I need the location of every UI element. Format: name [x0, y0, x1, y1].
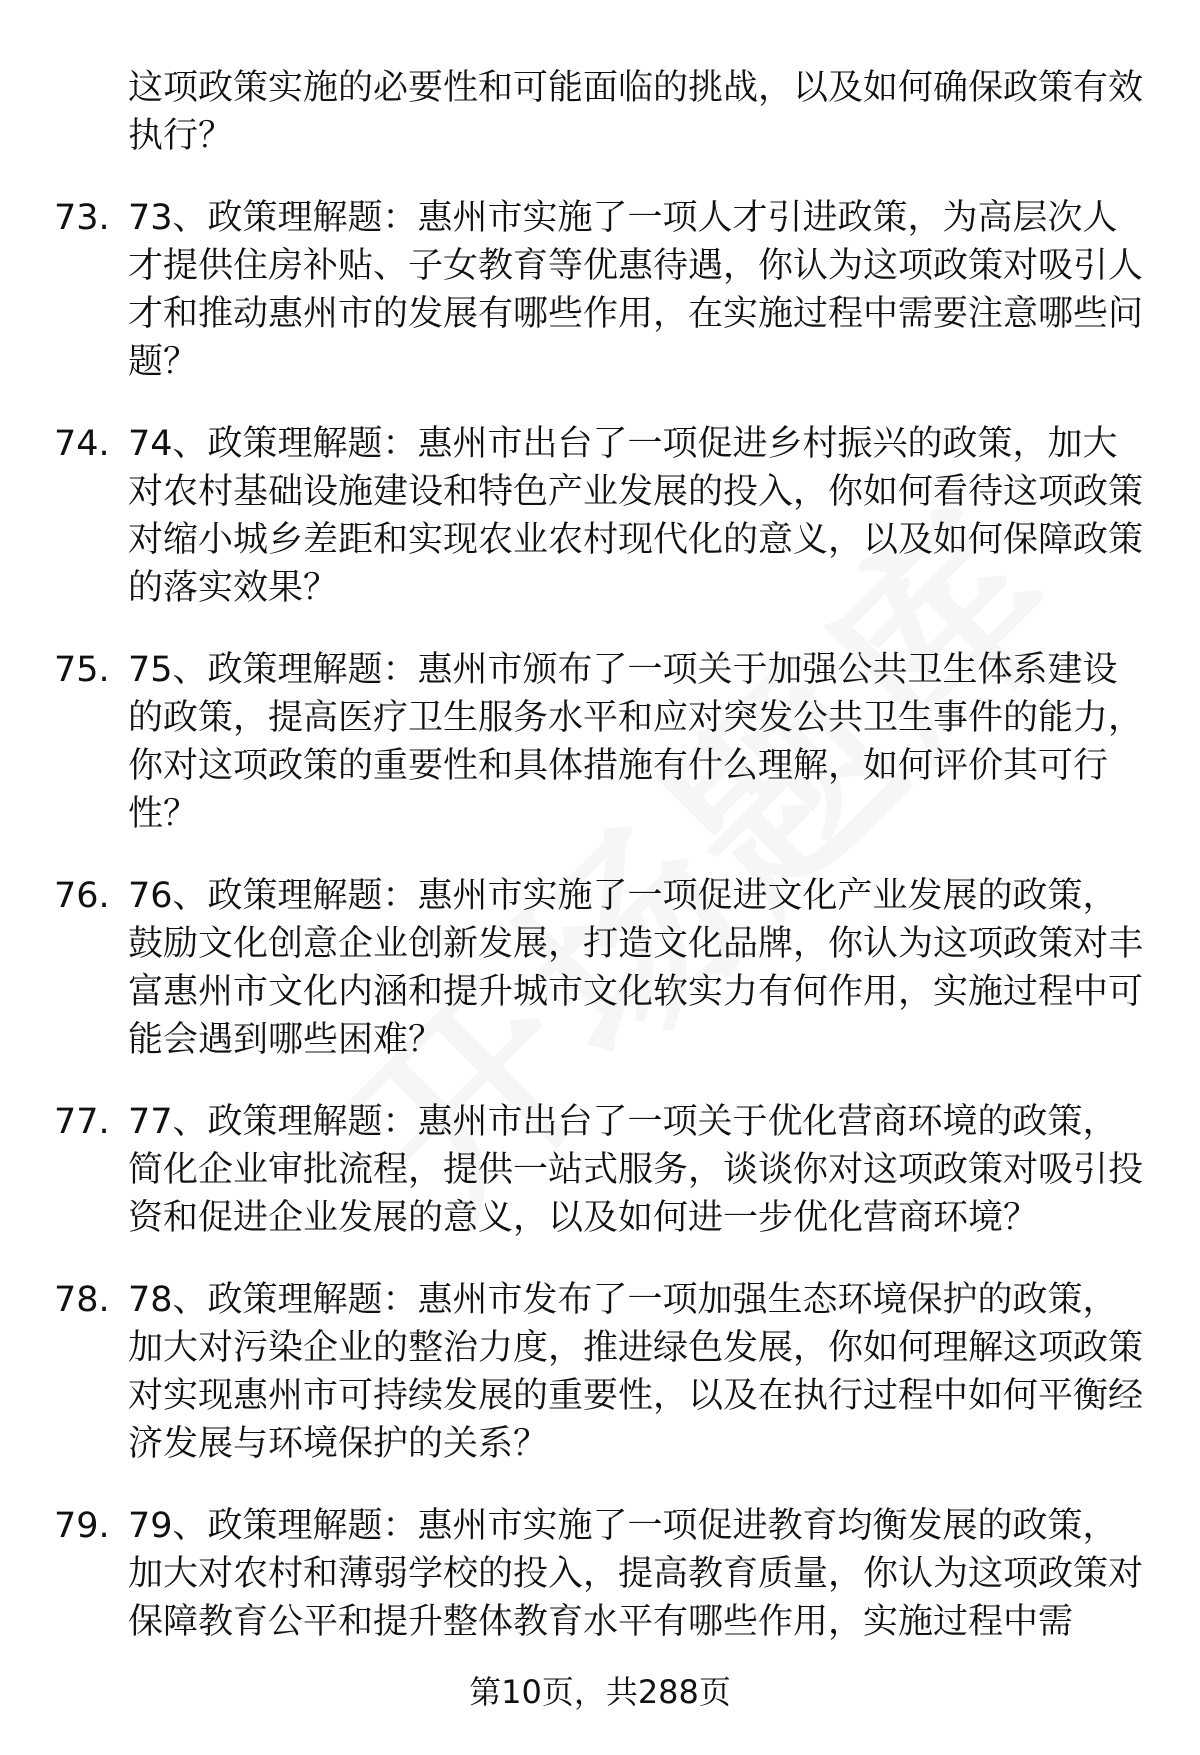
- question-number: 77.: [54, 1102, 110, 1142]
- question-text: 75、政策理解题：惠州市颁布了一项关于加强公共卫生体系建设的政策，提高医疗卫生服务水平和应对突发公共卫生事件的能力，你对这项政策的重要性和具体措施有什么理解，如何评价其可行性？: [128, 650, 1144, 834]
- question-number: 78.: [54, 1280, 110, 1320]
- question-number: 79.: [54, 1506, 110, 1546]
- question-text: 74、政策理解题：惠州市出台了一项促进乡村振兴的政策，加大对农村基础设施建设和特色产业发展的投入，你如何看待这项政策对缩小城乡差距和实现农业农村现代化的意义，以及如何保障政策的落实效果？: [128, 424, 1144, 608]
- question-number: 73.: [54, 198, 110, 238]
- question-text: 78、政策理解题：惠州市发布了一项加强生态环境保护的政策，加大对污染企业的整治力度，推进绿色发展，你如何理解这项政策对实现惠州市可持续发展的重要性，以及在执行过程中如何平衡经济发展与环境保护的关系？: [128, 1280, 1144, 1464]
- question-item: [0, 1276, 1200, 1468]
- intro-text: 这项政策实施的必要性和可能面临的挑战，以及如何确保政策有效执行？: [128, 68, 1144, 156]
- question-item: [0, 872, 1200, 1064]
- question-item: [0, 1502, 1200, 1646]
- question-list: [0, 64, 1200, 1646]
- question-text: 76、政策理解题：惠州市实施了一项促进文化产业发展的政策，鼓励文化创意企业创新发展，打造文化品牌，你认为这项政策对丰富惠州市文化内涵和提升城市文化软实力有何作用，实施过程中可能会遇到哪些困难？: [128, 876, 1144, 1060]
- question-text: 77、政策理解题：惠州市出台了一项关于优化营商环境的政策，简化企业审批流程，提供一站式服务，谈谈你对这项政策对吸引投资和促进企业发展的意义，以及如何进一步优化营商环境？: [128, 1102, 1144, 1238]
- question-item: [0, 194, 1200, 386]
- question-text: 73、政策理解题：惠州市实施了一项人才引进政策，为高层次人才提供住房补贴、子女教育等优惠待遇，你认为这项政策对吸引人才和推动惠州市的发展有哪些作用，在实施过程中需要注意哪些问题？: [128, 198, 1144, 382]
- question-item: [0, 1098, 1200, 1242]
- question-number: 76.: [54, 876, 110, 916]
- question-item: [0, 420, 1200, 612]
- question-item: [0, 646, 1200, 838]
- question-number: 75.: [54, 650, 110, 690]
- question-text: 79、政策理解题：惠州市实施了一项促进教育均衡发展的政策，加大对农村和薄弱学校的投入，提高教育质量，你认为这项政策对保障教育公平和提升整体教育水平有哪些作用，实施过程中需: [128, 1506, 1144, 1642]
- page-footer: 第10页，共288页: [469, 1673, 731, 1711]
- question-number: 74.: [54, 424, 110, 464]
